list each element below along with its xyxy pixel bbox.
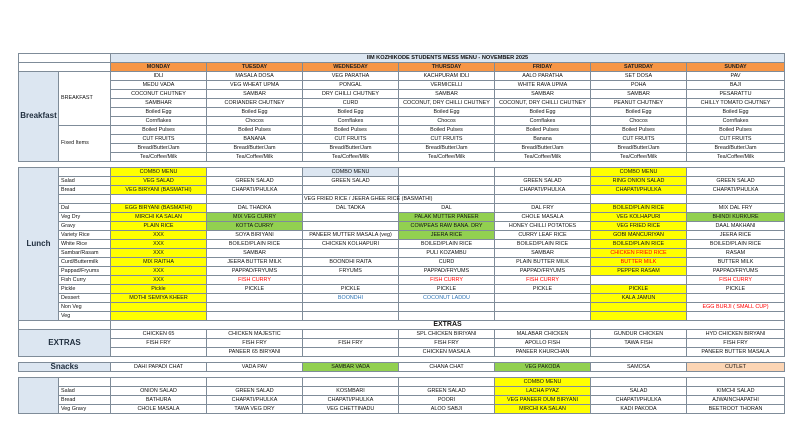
menu-cell: BHINDI KURKURE	[687, 213, 785, 222]
menu-cell: HONEY CHILLI POTATOES	[495, 222, 591, 231]
menu-cell	[591, 195, 687, 204]
menu-cell	[303, 378, 399, 387]
menu-cell: PEPPER RASAM	[591, 267, 687, 276]
menu-cell	[399, 168, 495, 177]
menu-cell: AJWAINCHAPATHI	[687, 396, 785, 405]
menu-cell: PICKLE	[687, 285, 785, 294]
menu-cell: XXX	[111, 267, 207, 276]
menu-cell: Boiled Pulses	[591, 126, 687, 135]
menu-cell: COCONUT CHUTNEY	[111, 90, 207, 99]
menu-cell: CUT FRUITS	[687, 135, 785, 144]
menu-cell: VEG WHEAT UPMA	[207, 81, 303, 90]
menu-cell: PICKLE	[303, 285, 399, 294]
menu-cell: KOSMBARI	[303, 387, 399, 396]
menu-cell: Boiled Pulses	[495, 126, 591, 135]
menu-cell: KOTTA CURRY	[207, 222, 303, 231]
menu-cell: MALABAR CHICKEN	[495, 330, 591, 339]
menu-cell	[207, 195, 303, 204]
menu-cell: Boiled Pulses	[399, 126, 495, 135]
menu-cell: SAMBAR	[591, 90, 687, 99]
menu-cell: Bread/Butter/Jam	[207, 144, 303, 153]
menu-cell: Boiled Egg	[303, 108, 399, 117]
menu-cell: DAHI PAPADI CHAT	[111, 363, 207, 372]
menu-cell: KALA JAMUN	[591, 294, 687, 303]
menu-cell	[399, 303, 495, 312]
menu-cell: FISH CURRY	[207, 276, 303, 285]
menu-cell: PONGAL	[303, 81, 399, 90]
item-category-label: Non Veg	[59, 303, 111, 312]
menu-cell: COWPEAS RAW BANA. DRY	[399, 222, 495, 231]
meal-label-extras: EXTRAS	[19, 330, 111, 357]
menu-cell: VERMICELLI	[399, 81, 495, 90]
menu-cell: COCONUT, DRY CHILLI CHUTNEY	[399, 99, 495, 108]
menu-cell: MIRCHI KA SALAN	[111, 213, 207, 222]
meal-label-lunch: Lunch	[19, 168, 59, 321]
menu-cell: VEG PARATHA	[303, 72, 399, 81]
menu-cell: CUT FRUITS	[303, 135, 399, 144]
menu-cell: Chocos	[399, 117, 495, 126]
menu-cell	[687, 378, 785, 387]
fixed-items-sublabel: Fixed Items	[59, 126, 111, 162]
item-category-label: Dessert	[59, 294, 111, 303]
blank-cell	[19, 63, 111, 72]
menu-cell: XXX	[111, 276, 207, 285]
menu-cell: CHICKEN MASALA	[399, 348, 495, 357]
menu-cell: CHICKEN KOLHAPURI	[303, 240, 399, 249]
menu-cell: DAL THADKA	[207, 204, 303, 213]
menu-cell: CHILLY TOMATO CHUTNEY	[687, 99, 785, 108]
item-category-label: Pappad/Fryums	[59, 267, 111, 276]
menu-cell: Tea/Coffee/Milk	[111, 153, 207, 162]
menu-cell	[687, 195, 785, 204]
breakfast-sublabel: BREAKFAST	[59, 72, 111, 126]
item-category-label: Variety Rice	[59, 231, 111, 240]
menu-cell: ONION SALAD	[111, 387, 207, 396]
menu-cell	[495, 303, 591, 312]
item-category-label: Sambar/Rasam	[59, 249, 111, 258]
menu-cell	[687, 168, 785, 177]
menu-cell	[495, 168, 591, 177]
menu-cell: CUT FRUITS	[591, 135, 687, 144]
menu-cell	[303, 276, 399, 285]
menu-cell: MEDU VADA	[111, 81, 207, 90]
meal-label-snacks: Snacks	[19, 363, 111, 372]
menu-cell: GREEN SALAD	[399, 387, 495, 396]
menu-cell: PICKLE	[591, 285, 687, 294]
menu-cell: SPL CHICKEN BIRIYANI	[399, 330, 495, 339]
menu-cell: BATHURA	[111, 396, 207, 405]
menu-cell: SAMBAR	[495, 249, 591, 258]
menu-cell: CHOLE MASALA	[495, 213, 591, 222]
menu-cell: Bread/Butter/Jam	[399, 144, 495, 153]
menu-cell: BOONDHI RAITA	[303, 258, 399, 267]
menu-cell	[303, 312, 399, 321]
menu-cell	[303, 186, 399, 195]
menu-cell: SAMBAR	[495, 90, 591, 99]
menu-cell: CHICKEN FRIED RICE	[591, 249, 687, 258]
menu-cell: Boiled Egg	[207, 108, 303, 117]
item-category-label	[59, 168, 111, 177]
menu-cell: MIX RAITHA	[111, 258, 207, 267]
menu-cell: COCONUT LADDU	[399, 294, 495, 303]
menu-cell: Bread/Butter/Jam	[111, 144, 207, 153]
menu-cell: PICKLE	[495, 285, 591, 294]
item-category-label: Pickle	[59, 285, 111, 294]
menu-cell: DRY CHILLI CHUTNEY	[303, 90, 399, 99]
menu-cell: VEG PANEER DUM BIRYANI	[495, 396, 591, 405]
menu-cell: Pickle	[111, 285, 207, 294]
menu-cell: BOILED/PLAIN RICE	[591, 240, 687, 249]
menu-cell	[111, 195, 207, 204]
item-category-label: Veg Gravy	[59, 405, 111, 414]
menu-cell: PAPPAD/FRYUMS	[207, 267, 303, 276]
meal-label-dinner	[19, 378, 59, 414]
menu-cell	[207, 168, 303, 177]
menu-cell: GREEN SALAD	[495, 177, 591, 186]
menu-cell: Cornflakes	[495, 117, 591, 126]
menu-cell: PANEER KHURCHAN	[495, 348, 591, 357]
menu-cell	[207, 312, 303, 321]
menu-cell: FISH FRY	[399, 339, 495, 348]
extras-heading: EXTRAS	[111, 321, 785, 330]
menu-cell: CHAPATI/PHULKA	[687, 186, 785, 195]
menu-cell: AALO PARATHA	[495, 72, 591, 81]
menu-cell: FISH FRY	[687, 339, 785, 348]
menu-cell: APOLLO FISH	[495, 339, 591, 348]
menu-cell	[207, 378, 303, 387]
menu-cell: PEANUT CHUTNEY	[591, 99, 687, 108]
menu-cell: Bread/Butter/Jam	[591, 144, 687, 153]
menu-cell: PICKLE	[399, 285, 495, 294]
menu-cell: CHAPATI/PHULKA	[303, 396, 399, 405]
menu-cell: WHITE RAVA UPMA	[495, 81, 591, 90]
menu-cell: FRYUMS	[303, 267, 399, 276]
menu-cell: MIRCHI KA SALAN	[495, 405, 591, 414]
menu-cell: DAL FRY	[495, 204, 591, 213]
menu-cell: GREEN SALAD	[303, 177, 399, 186]
item-category-label: White Rice	[59, 240, 111, 249]
menu-cell: Bread/Butter/Jam	[687, 144, 785, 153]
menu-cell: CORIANDER CHUTNEY	[207, 99, 303, 108]
menu-cell	[591, 348, 687, 357]
menu-cell: GOBI MANCURIYAN	[591, 231, 687, 240]
menu-cell: CHICKEN MAJESTIC	[207, 330, 303, 339]
menu-cell: GREEN SALAD	[207, 177, 303, 186]
menu-cell: PAV	[687, 72, 785, 81]
menu-cell: COCONUT, DRY CHILLI CHUTNEY	[495, 99, 591, 108]
menu-cell: LACHA PYAZ	[495, 387, 591, 396]
menu-cell: JEERA RICE	[687, 231, 785, 240]
menu-cell: Boiled Egg	[495, 108, 591, 117]
menu-cell: BOILED/PLAIN RICE	[207, 240, 303, 249]
menu-cell: COMBO MENU	[591, 168, 687, 177]
menu-cell: PESARATTU	[687, 90, 785, 99]
day-header: MONDAY	[111, 63, 207, 72]
menu-cell: Boiled Egg	[399, 108, 495, 117]
menu-cell: DAL	[399, 204, 495, 213]
menu-cell: Chocos	[591, 117, 687, 126]
menu-cell: BAJI	[687, 81, 785, 90]
menu-cell: KACHPURAM IDLI	[399, 72, 495, 81]
menu-cell	[303, 213, 399, 222]
menu-cell: CHAPATI/PHULKA	[495, 186, 591, 195]
menu-cell: Boiled Egg	[111, 108, 207, 117]
menu-cell: PANEER 65 BIRYANI	[207, 348, 303, 357]
menu-cell: Boiled Egg	[591, 108, 687, 117]
menu-cell: CHAPATI/PHULKA	[207, 396, 303, 405]
menu-cell	[591, 276, 687, 285]
menu-cell: BOILED/PLAIN RICE	[591, 204, 687, 213]
menu-cell: Banana	[495, 135, 591, 144]
blank-cell	[19, 54, 111, 63]
menu-cell: MIX DAL FRY	[687, 204, 785, 213]
menu-cell	[303, 222, 399, 231]
menu-cell: SAMBAR	[207, 249, 303, 258]
menu-cell: KADI PAKODA	[591, 405, 687, 414]
menu-cell	[111, 303, 207, 312]
menu-cell: CHOLE MASALA	[111, 405, 207, 414]
menu-cell: CHICKEN 65	[111, 330, 207, 339]
menu-cell: BEETROOT THORAN	[687, 405, 785, 414]
menu-cell: FISH CURRY	[399, 276, 495, 285]
menu-cell	[591, 303, 687, 312]
item-category-label	[59, 378, 111, 387]
menu-cell	[495, 294, 591, 303]
menu-cell	[591, 378, 687, 387]
menu-cell: MIX VEG CURRY	[207, 213, 303, 222]
menu-cell: PALAK MUTTER PANEER	[399, 213, 495, 222]
menu-cell: CURD	[303, 99, 399, 108]
menu-cell: FISH CURRY	[687, 276, 785, 285]
day-header: SUNDAY	[687, 63, 785, 72]
menu-cell: CHAPATI/PHULKA	[591, 186, 687, 195]
item-category-label: Fish Curry	[59, 276, 111, 285]
menu-cell: SET DOSA	[591, 72, 687, 81]
menu-cell: HYD CHICKEN BIRYANI	[687, 330, 785, 339]
menu-cell: GREEN SALAD	[207, 387, 303, 396]
menu-cell	[303, 330, 399, 339]
menu-cell: FISH FRY	[111, 339, 207, 348]
menu-cell	[495, 195, 591, 204]
menu-cell	[495, 312, 591, 321]
menu-cell: Cornflakes	[111, 117, 207, 126]
menu-cell: PANEER BUTTER MASALA	[687, 348, 785, 357]
menu-cell: Bread/Butter/Jam	[303, 144, 399, 153]
menu-cell: Tea/Coffee/Milk	[303, 153, 399, 162]
menu-cell: VEG FRIED RICE	[591, 222, 687, 231]
menu-cell: Tea/Coffee/Milk	[687, 153, 785, 162]
menu-cell	[111, 378, 207, 387]
menu-cell: Chocos	[207, 117, 303, 126]
menu-cell: SALAD	[591, 387, 687, 396]
menu-cell: CUTLET	[687, 363, 785, 372]
menu-cell: DAAL MAKHANI	[687, 222, 785, 231]
menu-cell: BOONDHI	[303, 294, 399, 303]
menu-cell: BANANA	[207, 135, 303, 144]
item-category-label: Salad	[59, 387, 111, 396]
menu-cell: POORI	[399, 396, 495, 405]
item-category-label: Bread	[59, 396, 111, 405]
menu-cell: EGG BIRYANI (BASMATHI)	[111, 204, 207, 213]
menu-cell: COMBO MENU	[495, 378, 591, 387]
day-header: TUESDAY	[207, 63, 303, 72]
menu-cell: Tea/Coffee/Milk	[591, 153, 687, 162]
menu-cell: Boiled Pulses	[303, 126, 399, 135]
menu-cell: IDLI	[111, 72, 207, 81]
menu-cell: PICKLE	[207, 285, 303, 294]
menu-cell: PAPPAD/FRYUMS	[495, 267, 591, 276]
menu-cell: FISH CURRY	[495, 276, 591, 285]
menu-cell: COMBO MENU	[303, 168, 399, 177]
menu-cell: SAMBHAR	[111, 99, 207, 108]
menu-cell: Boiled Egg	[687, 108, 785, 117]
menu-cell	[687, 294, 785, 303]
item-category-label	[59, 195, 111, 204]
menu-title: IIM KOZHIKODE STUDENTS MESS MENU - NOVEMBER 2025	[111, 54, 785, 63]
day-header: WEDNESDAY	[303, 63, 399, 72]
menu-cell: FISH FRY	[207, 339, 303, 348]
menu-cell: XXX	[111, 249, 207, 258]
blank-cell	[19, 321, 111, 330]
menu-cell	[207, 294, 303, 303]
menu-cell: PAPPAD/FRYUMS	[399, 267, 495, 276]
day-header: FRIDAY	[495, 63, 591, 72]
menu-cell: Tea/Coffee/Milk	[399, 153, 495, 162]
menu-cell	[591, 312, 687, 321]
menu-cell: PLAIN RICE	[111, 222, 207, 231]
menu-cell: BUTTER MILK	[687, 258, 785, 267]
menu-cell	[303, 348, 399, 357]
menu-cell: PULI KOZAMBU	[399, 249, 495, 258]
menu-cell: VEG FRIED RICE / JEERA GHEE RICE (BASMATHI)	[304, 195, 433, 202]
menu-cell: VADA PAV	[207, 363, 303, 372]
menu-cell: RING ONION SALAD	[591, 177, 687, 186]
menu-cell: SAMBAR	[207, 90, 303, 99]
menu-cell: KIMCHI SALAD	[687, 387, 785, 396]
item-category-label: Veg	[59, 312, 111, 321]
menu-cell	[399, 177, 495, 186]
menu-cell: CHANA CHAT	[399, 363, 495, 372]
menu-cell: COMBO MENU	[111, 168, 207, 177]
menu-cell	[207, 303, 303, 312]
menu-cell: Tea/Coffee/Milk	[207, 153, 303, 162]
menu-cell: GREEN SALAD	[687, 177, 785, 186]
menu-cell: SAMBAR VADA	[303, 363, 399, 372]
menu-cell: FISH FRY	[303, 339, 399, 348]
day-header: THURSDAY	[399, 63, 495, 72]
menu-cell: CHAPATI/PHULKA	[591, 396, 687, 405]
menu-cell: Cornflakes	[687, 117, 785, 126]
menu-cell: XXX	[111, 231, 207, 240]
item-category-label: Salad	[59, 177, 111, 186]
menu-cell: BOILED/PLAIN RICE	[687, 240, 785, 249]
menu-cell: CURRY LEAF RICE	[495, 231, 591, 240]
menu-cell	[687, 312, 785, 321]
menu-cell: CUT FRUITS	[399, 135, 495, 144]
item-category-label: Bread	[59, 186, 111, 195]
menu-cell: VEG KOLHAPURI	[591, 213, 687, 222]
item-category-label: Gravy	[59, 222, 111, 231]
menu-cell: BOILED/PLAIN RICE	[495, 240, 591, 249]
menu-cell: BUTTER MILK	[591, 258, 687, 267]
menu-cell	[399, 378, 495, 387]
mess-menu-table	[18, 53, 785, 414]
menu-cell: CURD	[399, 258, 495, 267]
menu-cell: VEG PAKODA	[495, 363, 591, 372]
menu-cell	[399, 186, 495, 195]
menu-cell: Boiled Pulses	[687, 126, 785, 135]
menu-cell: PANEER MUTTER MASALA (veg)	[303, 231, 399, 240]
menu-cell: POHA	[591, 81, 687, 90]
menu-cell: CHAPATI/PHULKA	[207, 186, 303, 195]
menu-cell: Boiled Pulses	[207, 126, 303, 135]
menu-cell	[111, 348, 207, 357]
menu-cell: SOYA BIRIYANI	[207, 231, 303, 240]
menu-cell: CUT FRUITS	[111, 135, 207, 144]
item-category-label: Dal	[59, 204, 111, 213]
menu-cell: VEG CHETTINADU	[303, 405, 399, 414]
menu-cell	[303, 303, 399, 312]
menu-cell: DAL TADKA	[303, 204, 399, 213]
menu-cell: SAMBAR	[399, 90, 495, 99]
menu-cell: RASAM	[687, 249, 785, 258]
menu-cell	[303, 249, 399, 258]
menu-cell: TAWA VEG DRY	[207, 405, 303, 414]
menu-cell: JEERA BUTTER MILK	[207, 258, 303, 267]
menu-cell: VEG SALAD	[111, 177, 207, 186]
menu-cell: JEERA RICE	[399, 231, 495, 240]
menu-cell: BOILED/PLAIN RICE	[399, 240, 495, 249]
menu-cell: Boiled Pulses	[111, 126, 207, 135]
menu-cell: ALOO SABJI	[399, 405, 495, 414]
menu-cell	[399, 312, 495, 321]
menu-cell: Tea/Coffee/Milk	[495, 153, 591, 162]
menu-cell: MASALA DOSA	[207, 72, 303, 81]
menu-cell: GUNDUR CHICKEN	[591, 330, 687, 339]
item-category-label: Veg Dry	[59, 213, 111, 222]
menu-cell: EGG BURJI ( SMALL CUP)	[687, 303, 785, 312]
day-header: SATURDAY	[591, 63, 687, 72]
menu-cell: MOTHI SEMIYA KHEER	[111, 294, 207, 303]
menu-cell: PLAIN BUTTER MILK	[495, 258, 591, 267]
menu-cell: Bread/Butter/Jam	[495, 144, 591, 153]
menu-cell: Cornflakes	[303, 117, 399, 126]
menu-cell: SAMOSA	[591, 363, 687, 372]
menu-cell: TAWA FISH	[591, 339, 687, 348]
menu-cell: XXX	[111, 240, 207, 249]
meal-label-breakfast: Breakfast	[19, 72, 59, 162]
menu-cell: PAPPAD/FRYUMS	[687, 267, 785, 276]
menu-cell	[111, 312, 207, 321]
item-category-label: Curd/Buttermilk	[59, 258, 111, 267]
menu-cell: VEG BIRYANI (BASMATHI)	[111, 186, 207, 195]
